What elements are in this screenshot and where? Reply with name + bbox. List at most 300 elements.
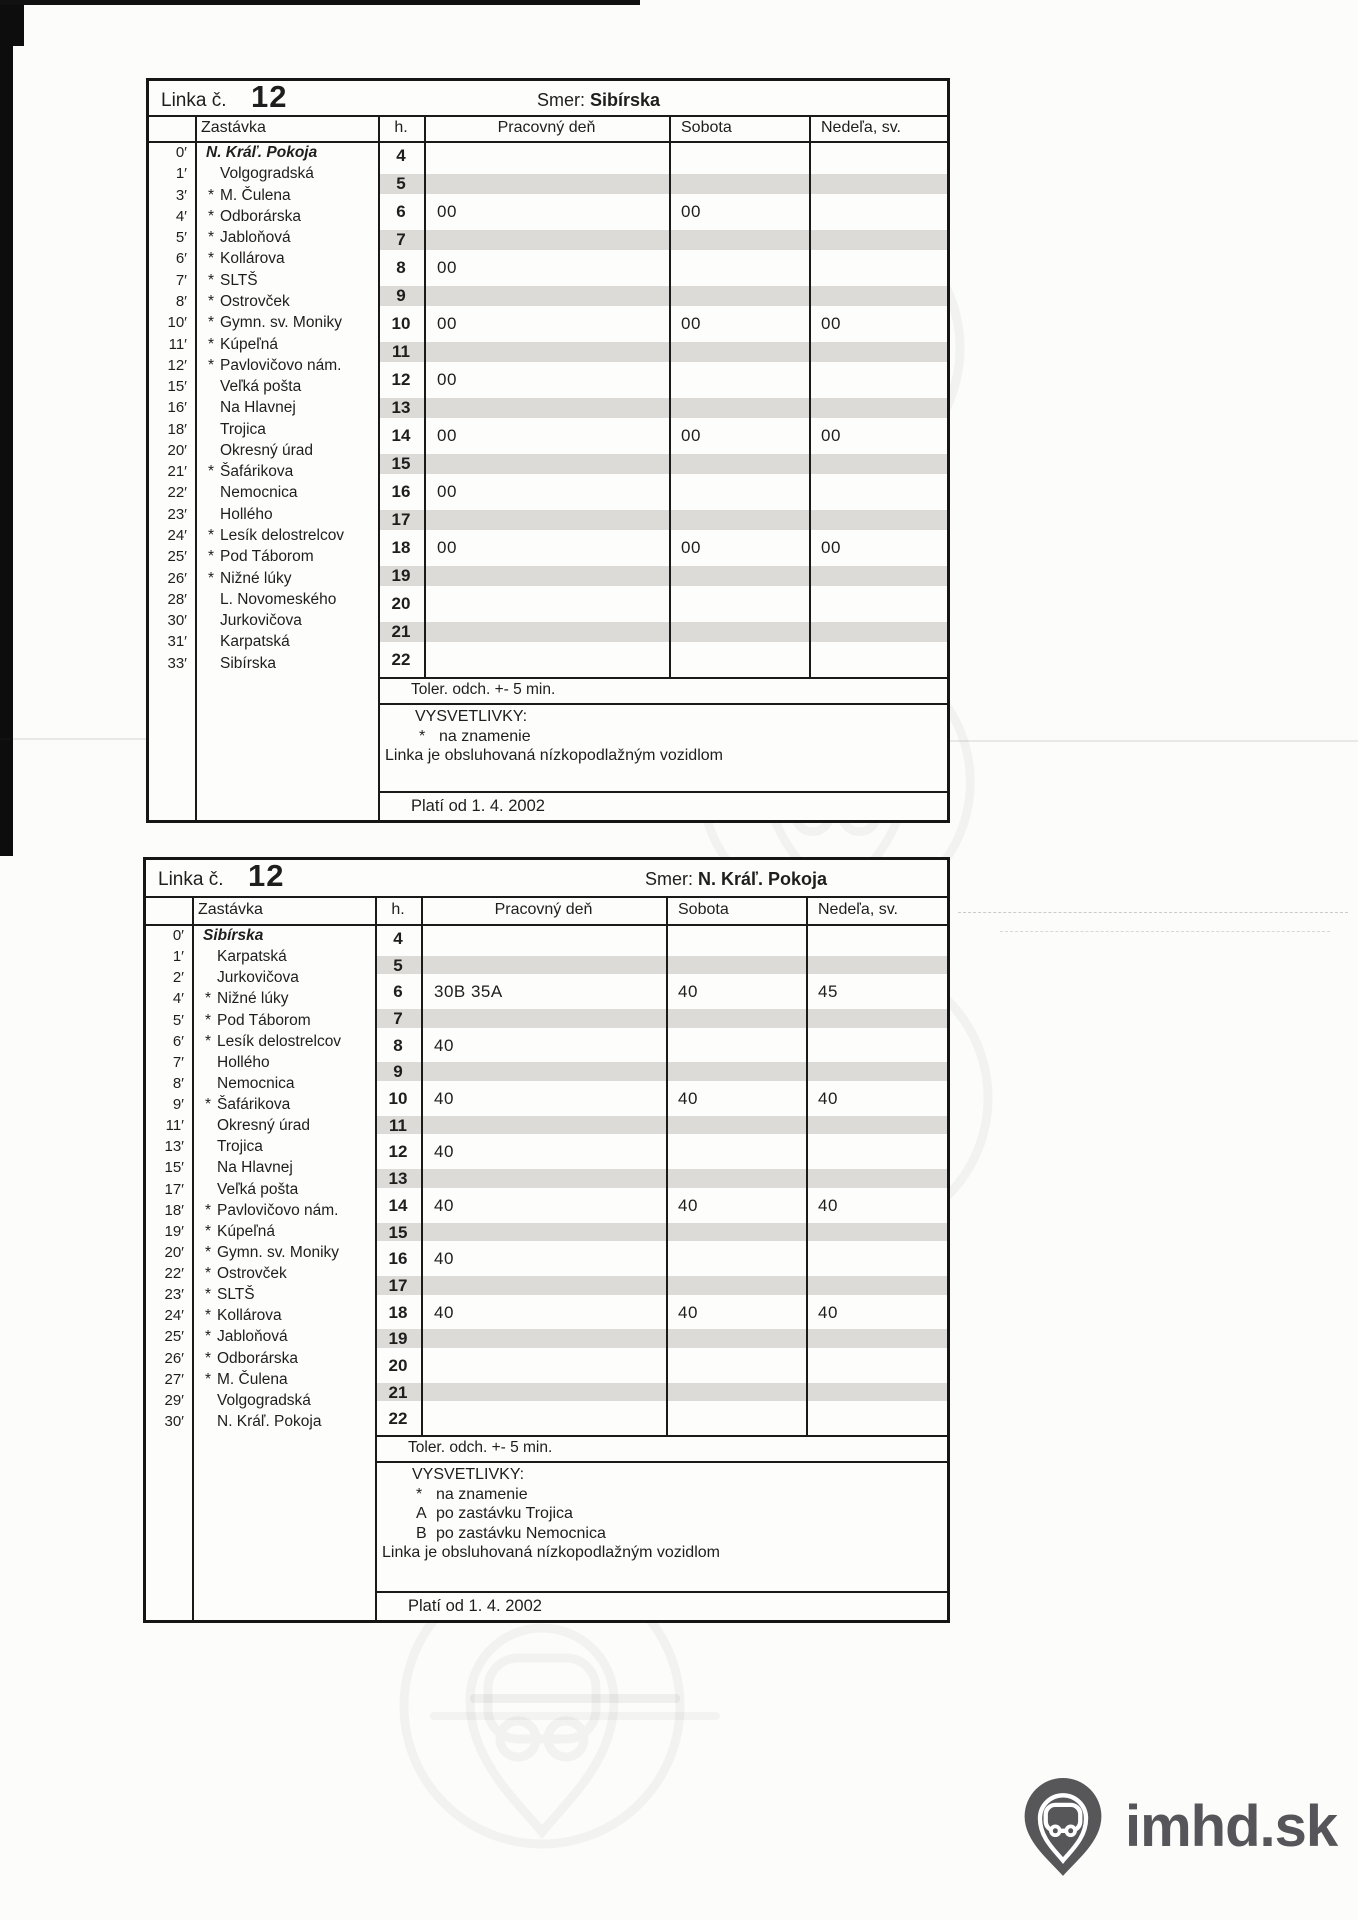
stop-on-request-marker: * [208,356,215,374]
stop-minute: 8′ [172,1074,184,1092]
line-number: 12 [251,79,288,114]
stop-row [149,165,378,186]
col-header-hour: h. [391,901,405,918]
timetable-to-sibirska [146,78,950,823]
hour-row-band [378,566,947,586]
hour-label: 9 [393,1062,403,1082]
stop-row [146,1012,375,1033]
stop-row [146,1033,375,1054]
stop-name: Jabloňová [220,229,291,247]
stop-row [146,1159,375,1180]
divider-line [421,898,423,1435]
stop-name: Kollárova [217,1307,282,1325]
departure-value: 00 [437,482,457,501]
line-label: Linka č. [161,90,227,111]
hour-row-band [375,1276,947,1295]
stop-row [146,969,375,990]
hour-label: 20 [391,594,411,613]
stop-name: Ostrovček [220,292,290,310]
divider-line [378,703,947,705]
stop-row [149,442,378,463]
hour-row-band [378,286,947,306]
stop-row [146,1244,375,1265]
stop-minute: 26′ [164,1349,184,1367]
hour-label: 22 [388,1409,408,1429]
departure-value: 00 [681,538,701,557]
stop-name: Volgogradská [217,1391,311,1409]
direction-value: Sibírska [590,90,661,110]
hour-label: 17 [388,1275,408,1295]
stop-name: Šafárikova [220,463,294,481]
departure-value: 40 [678,982,698,1002]
hour-row-band [378,622,947,642]
stop-name: Nemocnica [217,1074,295,1092]
departure-value: 40 [818,1089,838,1109]
departure-value: 00 [821,538,841,557]
legend-item [416,1504,947,1524]
stop-on-request-marker: * [205,1222,212,1240]
stop-name: M. Čulena [220,186,291,204]
stop-row [146,1138,375,1159]
stop-name: Lesík delostrelcov [220,527,345,545]
departure-value: 00 [437,314,457,333]
stop-on-request-marker: * [205,1201,212,1219]
divider-line [375,1435,947,1437]
stop-name: L. Novomeského [220,590,337,608]
hour-label: 10 [391,314,411,333]
stop-row [146,1413,375,1434]
departure-value: 40 [434,1249,454,1269]
hour-label: 20 [388,1355,408,1375]
stop-name: Jurkovičova [220,612,302,630]
hour-label: 6 [396,202,406,221]
stop-row [149,144,378,165]
divider-line [192,898,194,1620]
stop-row [149,633,378,654]
stop-minute: 0′ [175,144,187,161]
stop-minute: 13′ [164,1138,184,1156]
legend-item [419,727,947,747]
stop-on-request-marker: * [205,1286,212,1304]
stop-name: Volgogradská [220,165,314,183]
stop-minute: 24′ [164,1307,184,1325]
legend [146,1465,947,1563]
stop-on-request-marker: * [208,186,215,204]
legend-marker: * [416,1485,423,1503]
hour-row-band [375,1223,947,1242]
hour-label: 4 [396,146,406,165]
stop-minute: 11′ [165,1117,184,1135]
stop-minute: 5′ [175,229,187,247]
stop-on-request-marker: * [208,569,215,587]
line-label: Linka č. [158,869,224,890]
stop-on-request-marker: * [208,271,215,289]
departure-value: 45 [818,982,838,1002]
stop-minute: 2′ [172,969,184,987]
stop-row [146,1075,375,1096]
stop-name: Kúpeľná [217,1222,275,1240]
stop-minute: 12′ [167,356,187,374]
stop-name: Na Hlavnej [220,399,296,417]
stop-row [149,187,378,208]
stop-name: Jabloňová [217,1328,288,1346]
stop-row [149,527,378,548]
departure-value: 40 [678,1302,698,1322]
departure-value: 00 [437,426,457,445]
scan-edge-left [0,0,13,856]
stop-on-request-marker: * [208,292,215,310]
line-number: 12 [248,858,285,893]
hour-label: 11 [389,1115,407,1135]
stop-row [149,336,378,357]
stop-minute: 23′ [164,1286,184,1304]
stop-on-request-marker: * [205,1243,212,1261]
stop-name: Pavlovičovo nám. [217,1201,339,1219]
legend-item [416,1524,947,1544]
divider-line [375,1461,947,1463]
hour-label: 18 [391,538,411,557]
stop-name: Na Hlavnej [217,1159,293,1177]
stops-list [149,143,378,675]
stop-name: Gymn. sv. Moniky [217,1243,340,1261]
departure-value: 00 [437,258,457,277]
stop-minute: 6′ [172,1032,184,1050]
legend-footer: Linka je obsluhovaná nízkopodlažným vozidlom [385,747,723,764]
stop-row [146,990,375,1011]
col-header-sunday: Nedeľa, sv. [821,119,901,136]
stop-row [149,570,378,591]
stop-on-request-marker: * [205,1032,212,1050]
scan-edge-corner [0,0,24,46]
stop-name: Kúpeľná [220,335,278,353]
stop-minute: 1′ [175,165,187,183]
divider-line [375,898,377,1620]
stop-row [149,421,378,442]
stop-row [149,463,378,484]
scan-pencil-mark [1000,931,1330,932]
stop-name: Veľká pošta [220,378,302,396]
legend-title: VYSVETLIVKY: [415,708,528,725]
stop-minute: 0′ [172,927,184,944]
stop-minute: 10′ [167,314,187,332]
stop-name: Karpatská [217,948,287,966]
stop-row [146,948,375,969]
stop-name: Trojica [217,1138,263,1156]
validity-note: Platí od 1. 4. 2002 [411,797,545,815]
stop-name: Gymn. sv. Moniky [220,314,343,332]
departure-value: 00 [681,202,701,221]
hour-label: 11 [392,342,410,361]
stop-minute: 23′ [167,505,187,523]
stop-name: Nemocnica [220,484,298,502]
stop-name: SLTŠ [220,271,258,289]
divider-line [195,117,197,820]
stop-name: SLTŠ [217,1286,255,1304]
stop-minute: 30′ [164,1412,184,1430]
stop-minute: 31′ [167,633,187,651]
legend-marker: B [416,1524,427,1542]
hour-label: 5 [393,955,403,975]
stop-row [146,1392,375,1413]
col-header-stop: Zastávka [201,119,266,136]
departure-value: 00 [681,426,701,445]
stop-minute: 25′ [164,1328,184,1346]
legend-footer: Linka je obsluhovaná nízkopodlažným vozidlom [382,1544,720,1561]
departure-value: 40 [434,1142,454,1162]
divider-line [375,1591,947,1593]
stop-name: Hollého [220,505,273,523]
hour-label: 17 [391,510,411,529]
stop-name: Trojica [220,420,266,438]
departure-value: 30B 35A [434,982,503,1002]
stop-name: Nižné lúky [220,569,292,587]
validity-note: Platí od 1. 4. 2002 [408,1597,542,1615]
direction-label: Smer: [537,90,586,110]
stop-on-request-marker: * [208,527,215,545]
stop-minute: 18′ [164,1201,184,1219]
departure-value: 40 [434,1195,454,1215]
stop-row [146,1096,375,1117]
direction-label: Smer: [645,869,694,889]
stop-minute: 9′ [172,1096,184,1113]
col-header-stop: Zastávka [198,901,263,918]
hour-label: 8 [396,258,406,277]
hour-row-band [375,1329,947,1348]
hour-label: 12 [391,370,411,389]
stops-list [146,926,375,1433]
departure-value: 40 [818,1195,838,1215]
hour-row-band [378,454,947,474]
stop-row [149,612,378,633]
stop-minute: 7′ [172,1053,184,1071]
hour-row-band [375,1383,947,1402]
stop-row [146,1328,375,1349]
departure-value: 00 [437,538,457,557]
divider-line [149,115,947,117]
legend-text: po zastávku Trojica [436,1505,573,1522]
stop-on-request-marker: * [205,1370,212,1388]
stop-name: Karpatská [220,633,290,651]
stop-minute: 19′ [164,1222,184,1240]
stop-on-request-marker: * [205,1011,212,1029]
hour-row-band [378,510,947,530]
stop-row [146,1371,375,1392]
departure-value: 00 [821,426,841,445]
hour-label: 10 [388,1089,408,1109]
stop-name: Pavlovičovo nám. [220,356,342,374]
stop-minute: 33′ [167,654,187,672]
hour-row-band [375,1062,947,1081]
col-header-sunday: Nedeľa, sv. [818,901,898,918]
stop-minute: 5′ [172,1011,184,1029]
hour-row-band [378,398,947,418]
stop-name: Hollého [217,1053,270,1071]
legend-text: na znamenie [436,1485,528,1503]
stop-minute: 20′ [164,1243,184,1261]
scan-fold-line [950,740,1358,742]
divider-line [809,117,811,677]
stop-row [146,1350,375,1371]
tolerance-note: Toler. odch. +- 5 min. [411,681,556,698]
stop-on-request-marker: * [205,990,212,1008]
hour-label: 9 [396,286,406,305]
departure-value: 40 [434,1089,454,1109]
stop-on-request-marker: * [205,1307,212,1325]
stop-minute: 4′ [172,990,184,1008]
stop-minute: 22′ [167,484,187,502]
legend-text: na znamenie [439,727,531,745]
col-header-saturday: Sobota [681,119,732,136]
brand-logo [1015,1772,1337,1880]
stop-row [146,1117,375,1138]
stop-on-request-marker: * [208,207,215,225]
stop-name: Pod Táborom [217,1011,311,1029]
stop-minute: 25′ [167,548,187,566]
divider-line [666,898,668,1435]
stop-name: Odborárska [217,1349,298,1367]
hour-label: 14 [391,426,411,445]
hour-label: 22 [391,650,411,669]
departure-value: 00 [681,314,701,333]
stop-on-request-marker: * [205,1328,212,1346]
hour-label: 15 [391,454,411,473]
stop-minute: 28′ [167,590,187,608]
timetable-to-n-kral-pokoja [143,857,950,1623]
stop-minute: 20′ [167,441,187,459]
stop-minute: 30′ [167,612,187,630]
hour-label: 7 [396,230,406,249]
divider-line [669,117,671,677]
stop-minute: 21′ [167,463,187,481]
divider-line [378,791,947,793]
hour-row-band [375,1116,947,1135]
stop-minute: 18′ [167,420,187,438]
legend-marker: A [416,1505,427,1522]
stop-row [149,293,378,314]
hour-label: 7 [393,1009,403,1029]
stop-row [146,927,375,948]
stop-row [146,1286,375,1307]
hour-row-band [378,230,947,250]
departure-value: 00 [821,314,841,333]
stop-minute: 3′ [175,186,187,204]
hour-label: 14 [388,1195,408,1215]
legend [149,707,947,766]
hour-row-band [375,1009,947,1028]
col-header-workday: Pracovný deň [494,901,593,918]
divider-line [378,677,947,679]
stop-name: Ostrovček [217,1265,287,1282]
stop-on-request-marker: * [205,1349,212,1367]
stop-row [149,229,378,250]
direction [645,869,827,890]
departure-value: 40 [678,1195,698,1215]
stop-name: Nižné lúky [217,990,289,1008]
divider-line [146,896,947,898]
stop-row [149,591,378,612]
stop-row [149,272,378,293]
divider-line [378,117,380,820]
stop-name: Šafárikova [217,1096,291,1113]
stop-row [149,484,378,505]
departure-value: 40 [818,1302,838,1322]
bus-pin-icon [1015,1772,1111,1880]
col-header-saturday: Sobota [678,901,729,918]
stop-row [149,208,378,229]
stop-row [146,1223,375,1244]
stop-name: M. Čulena [217,1370,288,1388]
stop-minute: 1′ [172,948,184,966]
legend-marker: * [419,727,426,745]
departure-value: 40 [434,1035,454,1055]
departure-value: 00 [437,202,457,221]
hour-label: 8 [393,1035,403,1055]
stop-name: Lesík delostrelcov [217,1032,342,1050]
stop-on-request-marker: * [205,1265,212,1282]
stop-minute: 27′ [164,1370,184,1388]
stop-row [149,655,378,676]
stop-row [146,1265,375,1286]
stop-minute: 6′ [175,250,187,268]
direction [537,90,660,111]
stop-minute: 15′ [167,378,187,396]
hour-label: 19 [391,566,411,585]
hour-label: 16 [388,1249,408,1269]
stop-name: Pod Táborom [220,548,314,566]
stop-on-request-marker: * [208,250,215,268]
stop-on-request-marker: * [208,463,215,481]
stop-minute: 22′ [164,1265,184,1282]
stop-minute: 15′ [164,1159,184,1177]
brand-name: imhd.sk [1125,1793,1338,1859]
hour-label: 12 [388,1142,408,1162]
stop-row [146,1054,375,1075]
stop-name: Jurkovičova [217,969,299,987]
stop-name: Sibírska [220,654,276,672]
legend-text: po zastávku Nemocnica [436,1524,606,1542]
stop-row [149,357,378,378]
stop-row [149,399,378,420]
scan-pencil-mark [958,912,1348,913]
stop-row [149,548,378,569]
stop-minute: 7′ [175,271,187,289]
col-header-workday: Pracovný deň [497,119,596,136]
stop-on-request-marker: * [208,229,215,247]
stop-on-request-marker: * [205,1096,212,1113]
stop-on-request-marker: * [208,548,215,566]
divider-line [424,117,426,677]
hour-label: 13 [391,398,411,417]
stop-row [149,506,378,527]
stop-row [146,1202,375,1223]
stop-minute: 24′ [167,527,187,545]
stop-minute: 17′ [164,1180,184,1198]
scan-edge-top [0,0,640,5]
hour-label: 16 [391,482,411,501]
hour-label: 18 [388,1302,408,1322]
hour-label: 21 [391,622,411,641]
stop-row [149,314,378,335]
tolerance-note: Toler. odch. +- 5 min. [408,1439,553,1456]
stop-row [146,1181,375,1202]
departure-value: 00 [437,370,457,389]
stop-minute: 16′ [167,399,187,417]
hour-label: 21 [388,1382,408,1402]
stop-minute: 8′ [175,292,187,310]
stop-minute: 26′ [167,569,187,587]
departure-value: 40 [678,1089,698,1109]
stop-name: N. Kráľ. Pokoja [217,1412,322,1430]
